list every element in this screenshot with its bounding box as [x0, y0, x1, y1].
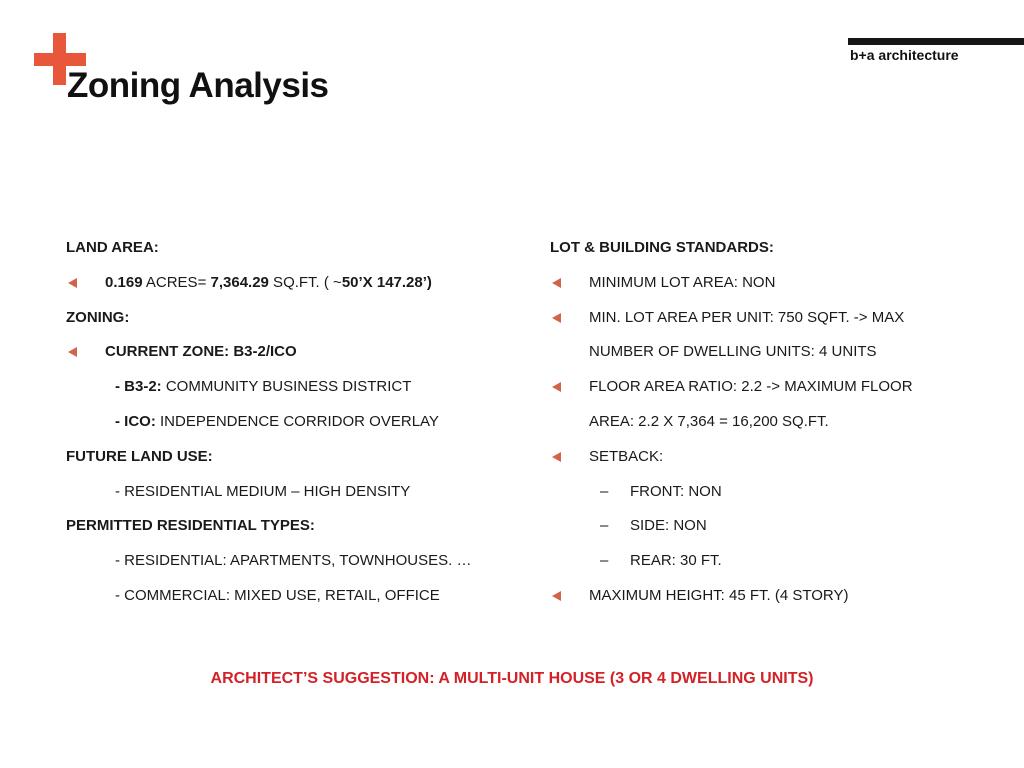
- dash-sub-item-row: [550, 475, 1000, 510]
- bullet-line: MIN. LOT AREA PER UNIT: 750 SQFT. -> MAX: [589, 308, 905, 326]
- dash-bullet: –: [600, 552, 609, 570]
- section-heading: FUTURE LAND USE:: [66, 447, 213, 465]
- dash-sub-item-row: [550, 544, 1000, 579]
- bullet-text: CURRENT ZONE: B3-2/ICO: [105, 343, 297, 361]
- sub-item-label: - B3-2:: [115, 378, 162, 396]
- page-title: Zoning Analysis: [67, 66, 329, 105]
- dash-sub-item-row: [550, 509, 1000, 544]
- section-heading: PERMITTED RESIDENTIAL TYPES:: [66, 517, 315, 535]
- bullet-text-run: 50’X 147.28’): [341, 273, 432, 291]
- sub-item-label: - ICO:: [115, 412, 156, 430]
- dash-bullet: –: [600, 517, 609, 535]
- dash-bullet: –: [600, 482, 609, 500]
- sub-item-text: REAR: 30 FT.: [630, 552, 722, 570]
- left-column: [66, 231, 541, 614]
- bullet-row: [550, 266, 1000, 301]
- brand-divider: [848, 38, 1024, 45]
- triangle-bullet-icon: [552, 591, 561, 601]
- sub-item-text: SIDE: NON: [630, 517, 707, 535]
- bullet-line: FLOOR AREA RATIO: 2.2 -> MAXIMUM FLOOR: [589, 378, 913, 396]
- sub-item-row: [66, 370, 541, 405]
- bullet-text-run: 7,364.29: [210, 273, 269, 291]
- triangle-bullet-icon: [68, 278, 77, 288]
- section-heading: LAND AREA:: [66, 239, 159, 256]
- bullet-line: MINIMUM LOT AREA: NON: [589, 273, 776, 291]
- bullet-text-run: SQ.FT. ( ~: [268, 273, 342, 291]
- sub-item-row: - RESIDENTIAL: APARTMENTS, TOWNHOUSES. …: [115, 552, 472, 570]
- bullet-row: [550, 440, 1000, 475]
- section-heading: ZONING:: [66, 308, 130, 326]
- triangle-bullet-icon: [68, 347, 77, 357]
- bullet-row: [66, 335, 541, 370]
- sub-item-row: - COMMERCIAL: MIXED USE, RETAIL, OFFICE: [115, 586, 440, 604]
- right-column: [550, 231, 1000, 614]
- architect-suggestion-text: ARCHITECT’S SUGGESTION: A MULTI-UNIT HOUSE (3 OR 4 DWELLING UNITS): [210, 670, 814, 687]
- triangle-bullet-icon: [552, 313, 561, 323]
- triangle-bullet-icon: [552, 382, 561, 392]
- sub-item-row: - RESIDENTIAL MEDIUM – HIGH DENSITY: [115, 482, 411, 500]
- sub-item-text: INDEPENDENCE CORRIDOR OVERLAY: [155, 412, 439, 430]
- bullet-text-run: 0.169: [105, 273, 143, 291]
- triangle-bullet-icon: [552, 278, 561, 288]
- bullet-line: AREA: 2.2 X 7,364 = 16,200 SQ.FT.: [589, 412, 829, 430]
- plus-icon-vbar: [53, 33, 66, 85]
- triangle-bullet-icon: [552, 452, 561, 462]
- sub-item-row: [66, 405, 541, 440]
- bullet-row: [550, 579, 1000, 614]
- sub-item-text: COMMUNITY BUSINESS DISTRICT: [161, 378, 412, 396]
- bullet-row: [66, 266, 541, 301]
- brand-logo-text: b+a architecture: [850, 47, 959, 63]
- bullet-line: MAXIMUM HEIGHT: 45 FT. (4 STORY): [589, 586, 849, 604]
- bullet-line: SETBACK:: [589, 447, 664, 465]
- bullet-row: [550, 370, 1000, 440]
- sub-item-text: FRONT: NON: [630, 482, 722, 500]
- section-heading: LOT & BUILDING STANDARDS:: [550, 239, 774, 256]
- bullet-text-run: ACRES=: [142, 273, 211, 291]
- bullet-line: NUMBER OF DWELLING UNITS: 4 UNITS: [589, 343, 877, 361]
- bullet-row: [550, 301, 1000, 371]
